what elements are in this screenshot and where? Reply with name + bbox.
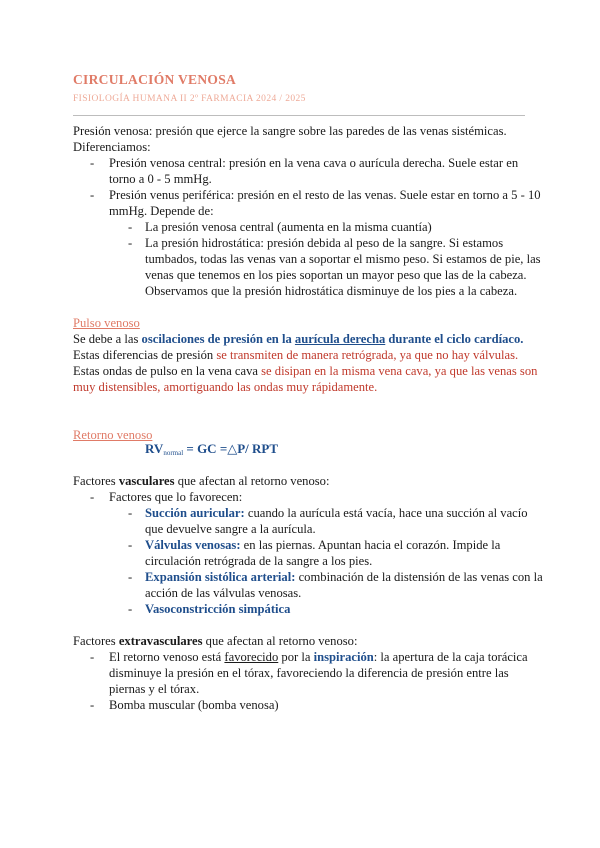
highlight-span: Expansión sistólica arterial: bbox=[145, 570, 296, 584]
formula-rest: = GC =△P/ RPT bbox=[183, 441, 279, 456]
text-span: : la apertura de la caja torácica bbox=[373, 650, 528, 664]
formula-rv: RV bbox=[145, 441, 164, 456]
list-item: que devuelve sangre a la aurícula. bbox=[145, 522, 316, 536]
highlight-span: aurícula derecha bbox=[294, 332, 386, 346]
bullet-dash: - bbox=[90, 698, 95, 712]
red-span: se disipan en la misma vena cava, ya que las venas son bbox=[261, 364, 538, 378]
list-item: Observamos que la presión hidrostática disminuye de los pies a la cabeza. bbox=[145, 284, 518, 298]
list-item bbox=[145, 505, 528, 521]
bold-span: vasculares bbox=[118, 474, 175, 488]
bullet-dash: - bbox=[90, 188, 95, 202]
formula-subscript: normal bbox=[163, 449, 184, 457]
bullet-dash: - bbox=[90, 156, 95, 170]
text-span: Se debe a las bbox=[73, 332, 142, 346]
highlight-span: durante el ciclo cardíaco. bbox=[385, 332, 524, 346]
text-span: Estas diferencias de presión bbox=[73, 348, 217, 362]
text-span: cuando la aurícula está vacía, hace una succión al vacío bbox=[244, 506, 528, 520]
underline-span: favorecido bbox=[224, 650, 279, 664]
formula bbox=[145, 441, 278, 457]
highlight-span: oscilaciones de presión en la bbox=[141, 332, 295, 346]
text-span: que afectan al retorno venoso: bbox=[174, 474, 330, 488]
bullet-dash: - bbox=[128, 506, 133, 520]
intro-line: Presión venosa: presión que ejerce la sangre sobre las paredes de las venas sistémicas. bbox=[73, 124, 507, 138]
intro-line: Diferenciamos: bbox=[73, 140, 151, 154]
list-item: mmHg. Depende de: bbox=[109, 204, 214, 218]
list-item bbox=[145, 537, 500, 553]
list-item: torno a 0 - 5 mmHg. bbox=[109, 172, 212, 186]
bold-span: extravasculares bbox=[118, 634, 203, 648]
pulso-line: muy distensibles, amortiguando las ondas muy rápidamente. bbox=[73, 380, 378, 394]
list-item bbox=[109, 649, 528, 665]
list-item: circulación retrógrada de la sangre a los pies. bbox=[145, 554, 373, 568]
list-item: acción de las válvulas venosas. bbox=[145, 586, 302, 600]
retorno-line bbox=[73, 473, 329, 489]
highlight-span: inspiración bbox=[313, 650, 374, 664]
list-item: disminuye la presión en el tórax, favoreciendo la diferencia de presión entre las bbox=[109, 666, 509, 680]
list-item: Presión venus periférica: presión en el resto de las venas. Suele estar en torno a 5 - 10 bbox=[109, 188, 541, 202]
text-span: combinación de la distensión de las venas con la bbox=[295, 570, 543, 584]
pulso-line bbox=[73, 331, 523, 347]
bullet-dash: - bbox=[128, 602, 133, 616]
header-divider bbox=[73, 115, 525, 116]
text-span: en las piernas. Apuntan hacia el corazón. Impide la bbox=[240, 538, 501, 552]
highlight-span: Válvulas venosas: bbox=[145, 538, 241, 552]
list-item bbox=[145, 569, 543, 585]
text-span: Factores bbox=[73, 634, 119, 648]
list-item: Presión venosa central: presión en la vena cava o aurícula derecha. Suele estar en bbox=[109, 156, 519, 170]
bullet-dash: - bbox=[90, 650, 95, 664]
bullet-dash: - bbox=[128, 538, 133, 552]
list-item: La presión hidrostática: presión debida al peso de la sangre. Si estamos bbox=[145, 236, 504, 250]
list-item: La presión venosa central (aumenta en la misma cuantía) bbox=[145, 220, 432, 234]
red-span: se transmiten de manera retrógrada, ya que no hay válvulas. bbox=[216, 348, 519, 362]
bullet-dash: - bbox=[128, 236, 133, 250]
list-item: venas que tenemos en los pies soportan un mayor peso que las de la cabeza. bbox=[145, 268, 527, 282]
text-span: Estas ondas de pulso en la vena cava bbox=[73, 364, 262, 378]
section-heading-retorno: Retorno venoso bbox=[73, 428, 153, 442]
page-subtitle: FISIOLOGÍA HUMANA II 2º FARMACIA 2024 / 2025 bbox=[73, 94, 306, 104]
text-span: por la bbox=[278, 650, 314, 664]
bullet-dash: - bbox=[128, 220, 133, 234]
pulso-line bbox=[73, 347, 518, 363]
text-span: Factores bbox=[73, 474, 119, 488]
pulso-line bbox=[73, 363, 537, 379]
bullet-dash: - bbox=[90, 490, 95, 504]
bullet-dash: - bbox=[128, 570, 133, 584]
text-span: que afectan al retorno venoso: bbox=[202, 634, 358, 648]
highlight-span: Succión auricular: bbox=[145, 506, 245, 520]
text-span: El retorno venoso está bbox=[109, 650, 225, 664]
page-title: CIRCULACIÓN VENOSA bbox=[73, 72, 237, 87]
list-item: Bomba muscular (bomba venosa) bbox=[109, 698, 279, 712]
list-item: tumbados, todas las venas van a soportar el mismo peso. Si estamos de pie, las bbox=[145, 252, 541, 266]
list-item: piernas y el tórax. bbox=[109, 682, 200, 696]
list-item: Vasoconstricción simpática bbox=[145, 602, 291, 616]
list-item: Factores que lo favorecen: bbox=[109, 490, 243, 504]
section-heading-pulso: Pulso venoso bbox=[73, 316, 140, 330]
retorno-line bbox=[73, 633, 357, 649]
